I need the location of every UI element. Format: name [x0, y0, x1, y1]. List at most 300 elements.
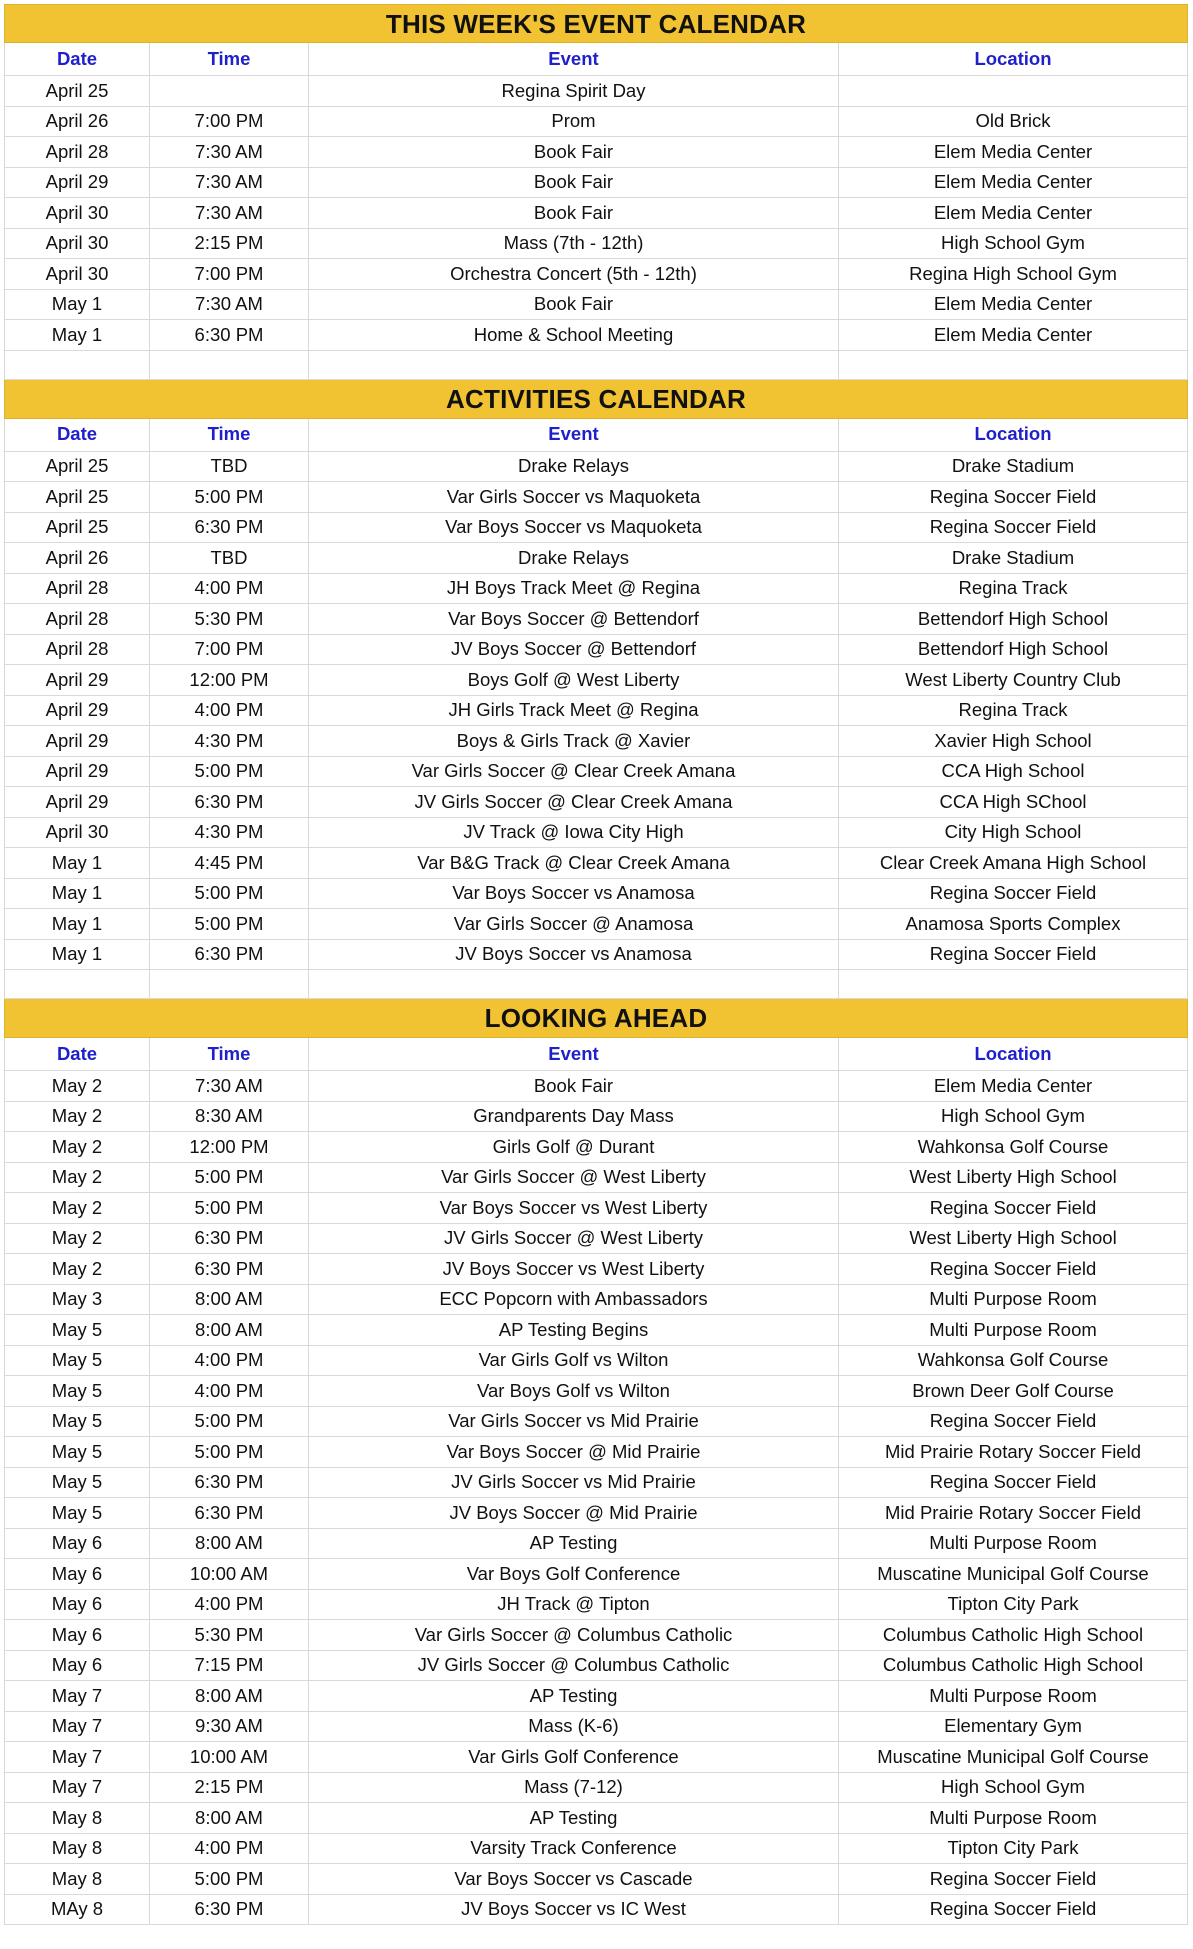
cell-location: West Liberty Country Club: [839, 665, 1188, 696]
cell-event: Book Fair: [309, 137, 839, 168]
cell-location: Elem Media Center: [839, 1071, 1188, 1102]
section-title: ACTIVITIES CALENDAR: [5, 379, 1188, 418]
cell-time: TBD: [150, 543, 309, 574]
cell-time: 2:15 PM: [150, 228, 309, 259]
cell-event: AP Testing: [309, 1681, 839, 1712]
empty-cell: [839, 970, 1188, 999]
cell-time: 4:00 PM: [150, 1833, 309, 1864]
cell-event: AP Testing: [309, 1803, 839, 1834]
cell-time: 7:15 PM: [150, 1650, 309, 1681]
cell-time: 4:00 PM: [150, 573, 309, 604]
cell-date: May 3: [5, 1284, 150, 1315]
cell-date: MAy 8: [5, 1894, 150, 1925]
table-row: [5, 198, 1188, 229]
cell-event: JV Girls Soccer @ Columbus Catholic: [309, 1650, 839, 1681]
cell-date: May 2: [5, 1132, 150, 1163]
cell-location: Elementary Gym: [839, 1711, 1188, 1742]
cell-date: April 29: [5, 756, 150, 787]
cell-location: Regina Soccer Field: [839, 1406, 1188, 1437]
cell-date: May 5: [5, 1498, 150, 1529]
table-row: [5, 1864, 1188, 1895]
cell-location: Clear Creek Amana High School: [839, 848, 1188, 879]
cell-time: 8:00 AM: [150, 1528, 309, 1559]
cell-location: West Liberty High School: [839, 1162, 1188, 1193]
cell-location: Multi Purpose Room: [839, 1315, 1188, 1346]
table-row: [5, 909, 1188, 940]
cell-event: JH Boys Track Meet @ Regina: [309, 573, 839, 604]
cell-time: 5:00 PM: [150, 1406, 309, 1437]
cell-date: May 1: [5, 848, 150, 879]
cell-event: Book Fair: [309, 198, 839, 229]
table-row: [5, 1315, 1188, 1346]
cell-date: April 28: [5, 573, 150, 604]
cell-date: May 6: [5, 1559, 150, 1590]
cell-location: Regina High School Gym: [839, 259, 1188, 290]
cell-location: Muscatine Municipal Golf Course: [839, 1559, 1188, 1590]
cell-event: JV Girls Soccer @ Clear Creek Amana: [309, 787, 839, 818]
cell-location: Regina Soccer Field: [839, 512, 1188, 543]
cell-time: 6:30 PM: [150, 1254, 309, 1285]
cell-event: Book Fair: [309, 167, 839, 198]
cell-time: 5:00 PM: [150, 1162, 309, 1193]
cell-event: Var Boys Soccer vs Anamosa: [309, 878, 839, 909]
cell-location: Regina Soccer Field: [839, 939, 1188, 970]
table-row: [5, 1620, 1188, 1651]
cell-date: May 5: [5, 1467, 150, 1498]
column-header-row: [5, 418, 1188, 451]
cell-time: 5:00 PM: [150, 756, 309, 787]
cell-location: High School Gym: [839, 228, 1188, 259]
column-header-event: Event: [309, 418, 839, 451]
cell-time: 5:00 PM: [150, 1864, 309, 1895]
cell-event: Var Girls Golf vs Wilton: [309, 1345, 839, 1376]
cell-date: April 25: [5, 482, 150, 513]
cell-date: May 1: [5, 939, 150, 970]
cell-event: Var Boys Golf Conference: [309, 1559, 839, 1590]
table-row: [5, 512, 1188, 543]
cell-time: 5:30 PM: [150, 1620, 309, 1651]
cell-time: 5:00 PM: [150, 482, 309, 513]
cell-date: May 6: [5, 1620, 150, 1651]
table-row: [5, 1284, 1188, 1315]
column-header-time: Time: [150, 43, 309, 76]
cell-event: Mass (K-6): [309, 1711, 839, 1742]
cell-date: April 30: [5, 259, 150, 290]
cell-event: Varsity Track Conference: [309, 1833, 839, 1864]
cell-date: April 28: [5, 604, 150, 635]
section-title-row: [5, 379, 1188, 418]
cell-location: CCA High School: [839, 756, 1188, 787]
cell-event: Book Fair: [309, 289, 839, 320]
empty-cell: [5, 970, 150, 999]
cell-event: Boys & Girls Track @ Xavier: [309, 726, 839, 757]
cell-date: April 26: [5, 543, 150, 574]
cell-time: 4:00 PM: [150, 695, 309, 726]
cell-date: April 25: [5, 451, 150, 482]
cell-date: May 2: [5, 1193, 150, 1224]
cell-date: May 2: [5, 1223, 150, 1254]
cell-date: May 6: [5, 1589, 150, 1620]
empty-cell: [5, 350, 150, 379]
column-header-date: Date: [5, 1038, 150, 1071]
cell-event: Orchestra Concert (5th - 12th): [309, 259, 839, 290]
cell-time: 5:00 PM: [150, 1193, 309, 1224]
cell-location: Regina Soccer Field: [839, 1864, 1188, 1895]
cell-event: Var Girls Soccer @ Columbus Catholic: [309, 1620, 839, 1651]
cell-date: April 29: [5, 787, 150, 818]
cell-location: Regina Soccer Field: [839, 1254, 1188, 1285]
table-row: [5, 1193, 1188, 1224]
cell-date: April 29: [5, 726, 150, 757]
column-header-row: [5, 43, 1188, 76]
cell-event: Var Boys Soccer @ Bettendorf: [309, 604, 839, 635]
cell-date: May 2: [5, 1101, 150, 1132]
table-row: [5, 1711, 1188, 1742]
cell-date: May 5: [5, 1437, 150, 1468]
cell-time: 9:30 AM: [150, 1711, 309, 1742]
table-row: [5, 451, 1188, 482]
column-header-location: Location: [839, 43, 1188, 76]
cell-time: 10:00 AM: [150, 1742, 309, 1773]
cell-location: Regina Track: [839, 573, 1188, 604]
cell-time: 8:00 AM: [150, 1803, 309, 1834]
table-row: [5, 573, 1188, 604]
cell-location: Elem Media Center: [839, 320, 1188, 351]
cell-date: May 5: [5, 1376, 150, 1407]
cell-date: April 28: [5, 137, 150, 168]
table-row: [5, 1132, 1188, 1163]
column-header-time: Time: [150, 418, 309, 451]
cell-event: Var Girls Soccer @ Anamosa: [309, 909, 839, 940]
cell-time: 4:45 PM: [150, 848, 309, 879]
table-row: [5, 76, 1188, 107]
cell-time: 7:30 AM: [150, 137, 309, 168]
cell-location: Brown Deer Golf Course: [839, 1376, 1188, 1407]
cell-event: Var Girls Soccer vs Mid Prairie: [309, 1406, 839, 1437]
cell-time: 6:30 PM: [150, 320, 309, 351]
cell-location: Mid Prairie Rotary Soccer Field: [839, 1498, 1188, 1529]
cell-date: May 7: [5, 1681, 150, 1712]
cell-location: Multi Purpose Room: [839, 1528, 1188, 1559]
cell-date: April 29: [5, 167, 150, 198]
cell-location: Multi Purpose Room: [839, 1803, 1188, 1834]
table-row: [5, 1650, 1188, 1681]
cell-date: May 2: [5, 1162, 150, 1193]
cell-location: [839, 76, 1188, 107]
cell-event: Mass (7th - 12th): [309, 228, 839, 259]
cell-location: Wahkonsa Golf Course: [839, 1345, 1188, 1376]
cell-event: Drake Relays: [309, 451, 839, 482]
table-row: [5, 634, 1188, 665]
cell-location: Columbus Catholic High School: [839, 1620, 1188, 1651]
section-title-row: [5, 5, 1188, 43]
cell-time: [150, 76, 309, 107]
section-title-row: [5, 999, 1188, 1038]
cell-location: City High School: [839, 817, 1188, 848]
column-header-date: Date: [5, 418, 150, 451]
section-title: LOOKING AHEAD: [5, 999, 1188, 1038]
cell-time: 7:30 AM: [150, 198, 309, 229]
cell-location: Multi Purpose Room: [839, 1284, 1188, 1315]
cell-location: High School Gym: [839, 1772, 1188, 1803]
cell-event: Drake Relays: [309, 543, 839, 574]
empty-cell: [150, 970, 309, 999]
cell-time: 12:00 PM: [150, 665, 309, 696]
cell-event: JV Girls Soccer vs Mid Prairie: [309, 1467, 839, 1498]
table-row: [5, 817, 1188, 848]
cell-time: 7:00 PM: [150, 106, 309, 137]
table-row: [5, 878, 1188, 909]
cell-date: May 6: [5, 1528, 150, 1559]
empty-cell: [309, 350, 839, 379]
cell-event: Var Boys Golf vs Wilton: [309, 1376, 839, 1407]
cell-date: May 7: [5, 1711, 150, 1742]
cell-date: May 7: [5, 1772, 150, 1803]
cell-location: Multi Purpose Room: [839, 1681, 1188, 1712]
table-row: [5, 106, 1188, 137]
cell-event: JV Track @ Iowa City High: [309, 817, 839, 848]
table-row: [5, 1589, 1188, 1620]
cell-location: Elem Media Center: [839, 198, 1188, 229]
spacer-row: [5, 350, 1188, 379]
cell-event: Var Girls Soccer vs Maquoketa: [309, 482, 839, 513]
cell-event: JV Boys Soccer vs West Liberty: [309, 1254, 839, 1285]
table-row: [5, 137, 1188, 168]
cell-event: Home & School Meeting: [309, 320, 839, 351]
cell-date: May 5: [5, 1315, 150, 1346]
calendar-sheet: [4, 4, 1188, 1925]
cell-location: Mid Prairie Rotary Soccer Field: [839, 1437, 1188, 1468]
cell-time: 7:00 PM: [150, 634, 309, 665]
table-row: [5, 543, 1188, 574]
cell-time: 6:30 PM: [150, 787, 309, 818]
table-row: [5, 167, 1188, 198]
cell-time: 7:30 AM: [150, 1071, 309, 1102]
cell-date: May 7: [5, 1742, 150, 1773]
table-row: [5, 289, 1188, 320]
cell-location: Xavier High School: [839, 726, 1188, 757]
cell-date: May 6: [5, 1650, 150, 1681]
cell-time: 6:30 PM: [150, 1498, 309, 1529]
table-row: [5, 756, 1188, 787]
cell-time: 4:00 PM: [150, 1376, 309, 1407]
cell-location: Bettendorf High School: [839, 634, 1188, 665]
cell-location: Anamosa Sports Complex: [839, 909, 1188, 940]
cell-event: JV Boys Soccer @ Mid Prairie: [309, 1498, 839, 1529]
calendar-body: [5, 5, 1188, 1925]
cell-time: 7:00 PM: [150, 259, 309, 290]
cell-location: Regina Soccer Field: [839, 1193, 1188, 1224]
cell-time: 4:00 PM: [150, 1589, 309, 1620]
table-row: [5, 1406, 1188, 1437]
table-row: [5, 695, 1188, 726]
cell-location: Regina Soccer Field: [839, 1894, 1188, 1925]
cell-location: Regina Track: [839, 695, 1188, 726]
cell-event: JV Girls Soccer @ West Liberty: [309, 1223, 839, 1254]
empty-cell: [309, 970, 839, 999]
cell-event: Var Girls Soccer @ West Liberty: [309, 1162, 839, 1193]
cell-location: Regina Soccer Field: [839, 878, 1188, 909]
cell-time: 2:15 PM: [150, 1772, 309, 1803]
empty-cell: [839, 350, 1188, 379]
cell-date: May 2: [5, 1071, 150, 1102]
cell-event: Boys Golf @ West Liberty: [309, 665, 839, 696]
cell-location: CCA High SChool: [839, 787, 1188, 818]
table-row: [5, 1894, 1188, 1925]
cell-date: April 26: [5, 106, 150, 137]
cell-event: Grandparents Day Mass: [309, 1101, 839, 1132]
cell-event: Prom: [309, 106, 839, 137]
spacer-row: [5, 970, 1188, 999]
cell-time: 6:30 PM: [150, 939, 309, 970]
cell-event: JV Boys Soccer vs Anamosa: [309, 939, 839, 970]
column-header-row: [5, 1038, 1188, 1071]
cell-date: April 30: [5, 198, 150, 229]
cell-event: Var Boys Soccer vs Cascade: [309, 1864, 839, 1895]
table-row: [5, 1101, 1188, 1132]
cell-time: TBD: [150, 451, 309, 482]
cell-location: Elem Media Center: [839, 167, 1188, 198]
table-row: [5, 726, 1188, 757]
cell-date: May 8: [5, 1803, 150, 1834]
section-title: THIS WEEK'S EVENT CALENDAR: [5, 5, 1188, 43]
table-row: [5, 1376, 1188, 1407]
cell-event: Var B&G Track @ Clear Creek Amana: [309, 848, 839, 879]
table-row: [5, 939, 1188, 970]
table-row: [5, 848, 1188, 879]
column-header-time: Time: [150, 1038, 309, 1071]
table-row: [5, 228, 1188, 259]
cell-location: Wahkonsa Golf Course: [839, 1132, 1188, 1163]
cell-location: Bettendorf High School: [839, 604, 1188, 635]
cell-time: 6:30 PM: [150, 1223, 309, 1254]
cell-time: 5:00 PM: [150, 878, 309, 909]
cell-time: 8:00 AM: [150, 1284, 309, 1315]
cell-location: West Liberty High School: [839, 1223, 1188, 1254]
table-row: [5, 1437, 1188, 1468]
table-row: [5, 259, 1188, 290]
cell-location: Tipton City Park: [839, 1589, 1188, 1620]
cell-time: 7:30 AM: [150, 167, 309, 198]
cell-date: May 1: [5, 289, 150, 320]
cell-time: 5:00 PM: [150, 909, 309, 940]
cell-date: April 25: [5, 76, 150, 107]
table-row: [5, 1223, 1188, 1254]
cell-time: 8:30 AM: [150, 1101, 309, 1132]
table-row: [5, 604, 1188, 635]
table-row: [5, 1803, 1188, 1834]
table-row: [5, 1772, 1188, 1803]
cell-time: 7:30 AM: [150, 289, 309, 320]
cell-date: April 30: [5, 817, 150, 848]
cell-event: Var Girls Golf Conference: [309, 1742, 839, 1773]
cell-date: May 1: [5, 909, 150, 940]
cell-time: 8:00 AM: [150, 1315, 309, 1346]
cell-date: May 8: [5, 1833, 150, 1864]
cell-date: May 1: [5, 878, 150, 909]
column-header-event: Event: [309, 1038, 839, 1071]
cell-event: AP Testing Begins: [309, 1315, 839, 1346]
table-row: [5, 1559, 1188, 1590]
cell-time: 6:30 PM: [150, 1894, 309, 1925]
column-header-location: Location: [839, 418, 1188, 451]
cell-time: 5:30 PM: [150, 604, 309, 635]
cell-event: AP Testing: [309, 1528, 839, 1559]
cell-date: April 28: [5, 634, 150, 665]
cell-event: JH Track @ Tipton: [309, 1589, 839, 1620]
column-header-location: Location: [839, 1038, 1188, 1071]
table-row: [5, 1742, 1188, 1773]
table-row: [5, 1254, 1188, 1285]
cell-time: 6:30 PM: [150, 1467, 309, 1498]
cell-location: Tipton City Park: [839, 1833, 1188, 1864]
cell-event: Var Boys Soccer vs West Liberty: [309, 1193, 839, 1224]
cell-location: Muscatine Municipal Golf Course: [839, 1742, 1188, 1773]
table-row: [5, 665, 1188, 696]
cell-time: 8:00 AM: [150, 1681, 309, 1712]
cell-event: Mass (7-12): [309, 1772, 839, 1803]
column-header-date: Date: [5, 43, 150, 76]
cell-date: May 2: [5, 1254, 150, 1285]
table-row: [5, 482, 1188, 513]
cell-event: JV Boys Soccer vs IC West: [309, 1894, 839, 1925]
cell-location: Old Brick: [839, 106, 1188, 137]
cell-time: 10:00 AM: [150, 1559, 309, 1590]
cell-event: Book Fair: [309, 1071, 839, 1102]
cell-location: Regina Soccer Field: [839, 1467, 1188, 1498]
table-row: [5, 320, 1188, 351]
table-row: [5, 1681, 1188, 1712]
table-row: [5, 1528, 1188, 1559]
cell-event: JV Boys Soccer @ Bettendorf: [309, 634, 839, 665]
cell-date: May 1: [5, 320, 150, 351]
cell-event: Var Boys Soccer @ Mid Prairie: [309, 1437, 839, 1468]
cell-event: JH Girls Track Meet @ Regina: [309, 695, 839, 726]
table-row: [5, 1071, 1188, 1102]
cell-location: Elem Media Center: [839, 137, 1188, 168]
table-row: [5, 1162, 1188, 1193]
cell-location: Elem Media Center: [839, 289, 1188, 320]
empty-cell: [150, 350, 309, 379]
table-row: [5, 1833, 1188, 1864]
cell-location: Columbus Catholic High School: [839, 1650, 1188, 1681]
table-row: [5, 1498, 1188, 1529]
cell-location: Drake Stadium: [839, 451, 1188, 482]
cell-event: Regina Spirit Day: [309, 76, 839, 107]
cell-time: 5:00 PM: [150, 1437, 309, 1468]
cell-date: April 29: [5, 695, 150, 726]
cell-date: May 5: [5, 1406, 150, 1437]
cell-date: May 8: [5, 1864, 150, 1895]
column-header-event: Event: [309, 43, 839, 76]
calendar-table: [4, 4, 1188, 1925]
cell-time: 4:30 PM: [150, 817, 309, 848]
table-row: [5, 1345, 1188, 1376]
cell-event: Var Girls Soccer @ Clear Creek Amana: [309, 756, 839, 787]
cell-time: 4:00 PM: [150, 1345, 309, 1376]
cell-time: 4:30 PM: [150, 726, 309, 757]
table-row: [5, 1467, 1188, 1498]
cell-event: ECC Popcorn with Ambassadors: [309, 1284, 839, 1315]
cell-date: April 30: [5, 228, 150, 259]
cell-date: April 29: [5, 665, 150, 696]
cell-location: Regina Soccer Field: [839, 482, 1188, 513]
cell-location: Drake Stadium: [839, 543, 1188, 574]
cell-event: Girls Golf @ Durant: [309, 1132, 839, 1163]
cell-time: 12:00 PM: [150, 1132, 309, 1163]
table-row: [5, 787, 1188, 818]
cell-date: April 25: [5, 512, 150, 543]
